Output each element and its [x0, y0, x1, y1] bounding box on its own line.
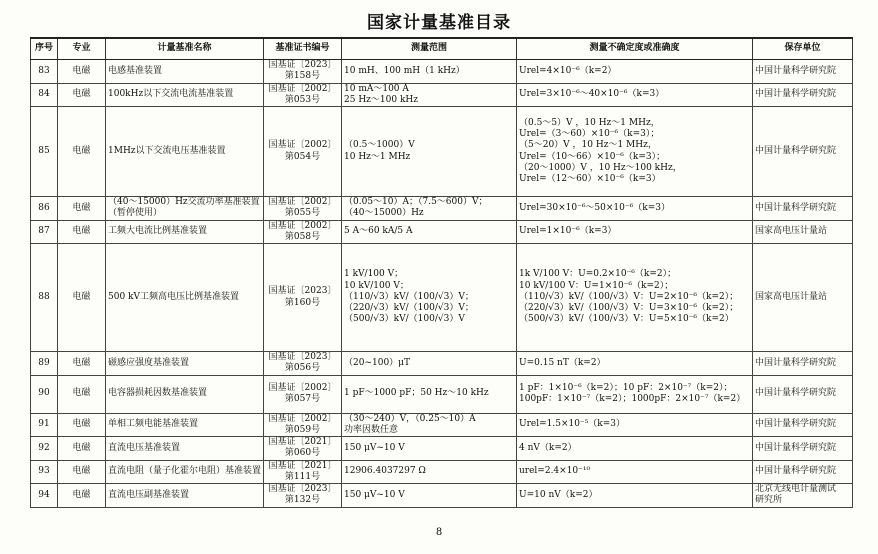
cell-uncertainty-line: Urel=1.5×10⁻⁵（k=3） — [519, 419, 626, 430]
table-row — [31, 83, 853, 107]
cell-name — [106, 60, 264, 84]
cell-field: 电磁 — [58, 375, 106, 413]
cell-unit-line: 中国计量科学研究院 — [755, 89, 837, 100]
cell-name — [106, 352, 264, 376]
cell-cert-line: 国基证〔2002〕 — [268, 413, 337, 424]
cell-unit-line: 中国计量科学研究院 — [755, 442, 837, 453]
cell-cert-line: 第132号 — [284, 495, 321, 506]
cell-field: 电磁 — [58, 460, 106, 484]
cell-no: 93 — [31, 460, 58, 484]
table-row — [31, 220, 853, 244]
cell-range-line: （0.05～10）A；（7.5～600）V； — [344, 197, 488, 207]
header-uncertainty: 测量不确定度或准确度 — [517, 38, 753, 60]
cell-cert-line: 国基证〔2021〕 — [268, 460, 337, 471]
cell-range — [342, 375, 517, 413]
cell-field: 电磁 — [58, 197, 106, 221]
cell-unit-line: 中国计量科学研究院 — [755, 419, 837, 430]
cell-cert-line: 国基证〔2021〕 — [268, 437, 337, 447]
cell-unit — [753, 220, 853, 244]
cell-cert-line: 国基证〔2023〕 — [268, 484, 337, 494]
header-range: 测量范围 — [342, 38, 517, 60]
cell-cert — [264, 60, 342, 84]
cell-name — [106, 375, 264, 413]
cell-unit-line: 中国计量科学研究院 — [755, 466, 837, 477]
cell-unit-line: 中国计量科学研究院 — [755, 357, 837, 368]
cell-no: 88 — [31, 244, 58, 352]
cell-cert-line: 第160号 — [284, 297, 321, 308]
cell-uncertainty-line: 1 pF：1×10⁻⁶（k=2）；10 pF：2×10⁻⁷（k=2）； — [519, 382, 733, 393]
cell-uncertainty-line: 1k V/100 V：U=0.2×10⁻⁶（k=2）； — [519, 269, 677, 280]
cell-range — [342, 413, 517, 437]
cell-field: 电磁 — [58, 437, 106, 461]
cell-field: 电磁 — [58, 107, 106, 197]
cell-name — [106, 460, 264, 484]
cell-uncertainty — [517, 413, 753, 437]
cell-uncertainty-line: Urel=（12～60）×10⁻⁶（k=3） — [519, 174, 661, 184]
cell-range — [342, 60, 517, 84]
table-row — [31, 460, 853, 484]
cell-range-line: 1 pF～1000 pF；50 Hz～10 kHz — [344, 388, 489, 399]
table-row — [31, 352, 853, 376]
cell-range — [342, 484, 517, 508]
cell-cert — [264, 352, 342, 376]
cell-name-line: 直流电压基准装置 — [108, 442, 181, 453]
cell-name-line: 500 kV工频高电压比例基准装置 — [108, 291, 239, 302]
cell-cert-line: 国基证〔2023〕 — [268, 352, 337, 362]
cell-uncertainty — [517, 107, 753, 197]
cell-field: 电磁 — [58, 413, 106, 437]
cell-range-line: 12906.4037297 Ω — [344, 466, 426, 477]
page-title: 国家计量基准目录 — [367, 13, 511, 33]
cell-uncertainty-line: （500/√3）kV/（100/√3）V：U=5×10⁻⁶（k=2） — [519, 314, 734, 325]
cell-uncertainty-line: （220/√3）kV/（100/√3）V：U=3×10⁻⁶（k=2）； — [519, 303, 739, 314]
cell-uncertainty-line: 4 nV（k=2） — [519, 442, 577, 453]
cell-cert-line: 国基证〔2023〕 — [268, 60, 337, 70]
cell-range-line: 10 mH、100 mH（1 kHz） — [344, 65, 465, 76]
cell-name-line: 直流电压副基准装置 — [108, 489, 190, 500]
cell-cert-line: 国基证〔2002〕 — [268, 197, 337, 207]
cell-uncertainty — [517, 220, 753, 244]
cell-range — [342, 83, 517, 107]
table-row — [31, 375, 853, 413]
cell-cert — [264, 437, 342, 461]
cell-cert-line: 第055号 — [284, 208, 321, 219]
cell-field: 电磁 — [58, 83, 106, 107]
cell-uncertainty — [517, 197, 753, 221]
table-row — [31, 484, 853, 508]
cell-name-line: 电感基准装置 — [108, 65, 163, 76]
cell-unit — [753, 484, 853, 508]
table-row — [31, 413, 853, 437]
cell-cert-line: 第111号 — [284, 471, 321, 482]
table-row — [31, 244, 853, 352]
header-no: 序号 — [31, 38, 58, 60]
cell-range-line: （500/√3）kV/（100/√3）V — [344, 314, 465, 325]
cell-uncertainty — [517, 437, 753, 461]
cell-no: 84 — [31, 83, 58, 107]
cell-name — [106, 197, 264, 221]
cell-range — [342, 460, 517, 484]
cell-field: 电磁 — [58, 60, 106, 84]
cell-range-line: 150 μV~10 V — [344, 489, 405, 500]
cell-cert — [264, 460, 342, 484]
header-row — [31, 38, 853, 60]
page-number: 8 — [435, 527, 443, 538]
cell-cert-line: 国基证〔2002〕 — [268, 140, 337, 151]
cell-cert — [264, 83, 342, 107]
cell-range-line: 150 μV~10 V — [344, 442, 405, 453]
table-row — [31, 107, 853, 197]
cell-unit-line: 研究所 — [755, 495, 783, 506]
cell-cert — [264, 375, 342, 413]
standards-table — [30, 37, 853, 508]
cell-range-line: （220/√3）kV/（100/√3）V； — [344, 303, 474, 314]
cell-cert — [264, 484, 342, 508]
cell-cert — [264, 244, 342, 352]
cell-name — [106, 220, 264, 244]
cell-uncertainty — [517, 244, 753, 352]
cell-uncertainty-line: U=10 nV（k=2） — [519, 489, 598, 500]
cell-uncertainty-line: Urel=3×10⁻⁶～40×10⁻⁶（k=3） — [519, 89, 665, 100]
cell-uncertainty — [517, 375, 753, 413]
cell-unit-line: 国家高电压计量站 — [755, 226, 828, 237]
cell-name-line: 直流电阻（量子化霍尔电阻）基准装置 — [108, 466, 262, 477]
cell-cert — [264, 413, 342, 437]
cell-cert-line: 第056号 — [284, 363, 321, 374]
cell-range-line: （20~100）μT — [344, 357, 411, 368]
cell-name — [106, 413, 264, 437]
cell-uncertainty-line: Urel=1×10⁻⁶（k=3） — [519, 226, 617, 237]
cell-unit — [753, 60, 853, 84]
cell-no: 86 — [31, 197, 58, 221]
cell-uncertainty — [517, 83, 753, 107]
cell-range-line: （0.5～1000）V — [344, 140, 415, 151]
cell-cert-line: 第054号 — [284, 151, 321, 162]
header-field: 专业 — [58, 38, 106, 60]
cell-name-line: 100kHz以下交流电流基准装置 — [108, 89, 234, 100]
cell-cert-line: 第060号 — [284, 448, 321, 459]
cell-uncertainty — [517, 484, 753, 508]
cell-range-line: 10 kV/100 V； — [344, 280, 409, 291]
cell-unit — [753, 107, 853, 197]
cell-range-line: （30～240）V，（0.25～10）A — [344, 413, 476, 424]
cell-uncertainty — [517, 460, 753, 484]
cell-unit-line: 中国计量科学研究院 — [755, 145, 837, 156]
cell-no: 87 — [31, 220, 58, 244]
cell-name-line: 单相工频电能基准装置 — [108, 419, 199, 430]
cell-no: 91 — [31, 413, 58, 437]
cell-uncertainty-line: Urel=（3～60）×10⁻⁶（k=3）； — [519, 129, 660, 139]
cell-no: 85 — [31, 107, 58, 197]
cell-name-line: 1MHz以下交流电压基准装置 — [108, 145, 226, 156]
cell-unit — [753, 244, 853, 352]
cell-uncertainty-line: （110/√3）kV/（100/√3）V：U=2×10⁻⁶（k=2）； — [519, 291, 739, 302]
cell-cert — [264, 197, 342, 221]
cell-range-line: 10 Hz～1 MHz — [344, 151, 411, 162]
cell-range-line: （40～15000）Hz — [344, 208, 424, 219]
cell-name — [106, 437, 264, 461]
cell-field: 电磁 — [58, 244, 106, 352]
cell-uncertainty-line: Urel=（10～66）×10⁻⁶（k=3）； — [519, 151, 666, 162]
cell-no: 94 — [31, 484, 58, 508]
cell-name-line: （40～15000）Hz交流功率基准装置（暂停使用） — [108, 197, 260, 219]
header-name: 计量基准名称 — [106, 38, 264, 60]
cell-name-line: 磁感应强度基准装置 — [108, 357, 190, 368]
cell-unit — [753, 437, 853, 461]
header-unit: 保存单位 — [753, 38, 853, 60]
cell-no: 89 — [31, 352, 58, 376]
cell-cert-line: 国基证〔2023〕 — [268, 286, 337, 297]
cell-cert-line: 第053号 — [284, 94, 321, 105]
cell-name — [106, 83, 264, 107]
cell-range-line: 5 A～60 kA/5 A — [344, 226, 413, 237]
cell-range — [342, 437, 517, 461]
table-row — [31, 437, 853, 461]
cell-cert — [264, 107, 342, 197]
cell-name — [106, 484, 264, 508]
cell-unit — [753, 352, 853, 376]
cell-no: 92 — [31, 437, 58, 461]
cell-uncertainty-line: 10 kV/100 V：U=1×10⁻⁶（k=2）； — [519, 280, 674, 291]
cell-unit — [753, 413, 853, 437]
cell-uncertainty-line: 100pF：1×10⁻⁷（k=2）；1000pF：2×10⁻⁷（k=2） — [519, 394, 746, 404]
cell-unit-line: 国家高电压计量站 — [755, 291, 828, 302]
cell-name-line: 电容器损耗因数基准装置 — [108, 388, 208, 399]
cell-range-line: 功率因数任意 — [344, 424, 399, 435]
header-cert: 基准证书编号 — [264, 38, 342, 60]
cell-uncertainty-line: （20～1000）V ，10 Hz～100 kHz， — [519, 162, 682, 173]
cell-unit — [753, 375, 853, 413]
cell-uncertainty-line: Urel=4×10⁻⁶（k=2） — [519, 65, 617, 76]
cell-range-line: 10 mA～100 A — [344, 83, 409, 94]
cell-uncertainty-line: （0.5～5）V ，10 Hz～1 MHz， — [519, 117, 660, 128]
cell-cert — [264, 220, 342, 244]
cell-name — [106, 244, 264, 352]
cell-unit-line: 中国计量科学研究院 — [755, 202, 837, 213]
cell-cert-line: 国基证〔2002〕 — [268, 382, 337, 393]
cell-cert-line: 国基证〔2002〕 — [268, 83, 337, 94]
cell-field: 电磁 — [58, 352, 106, 376]
cell-uncertainty-line: urel=2.4×10⁻¹⁰ — [519, 466, 591, 477]
cell-range — [342, 352, 517, 376]
cell-range — [342, 244, 517, 352]
cell-unit — [753, 460, 853, 484]
cell-field: 电磁 — [58, 484, 106, 508]
cell-range — [342, 220, 517, 244]
cell-field: 电磁 — [58, 220, 106, 244]
cell-cert-line: 第158号 — [284, 71, 321, 82]
cell-range-line: 25 Hz～100 kHz — [344, 94, 418, 105]
cell-unit — [753, 83, 853, 107]
cell-name — [106, 107, 264, 197]
cell-unit — [753, 197, 853, 221]
cell-uncertainty-line: U=0.15 nT（k=2） — [519, 357, 606, 368]
cell-range — [342, 197, 517, 221]
cell-uncertainty — [517, 60, 753, 84]
table-row — [31, 60, 853, 84]
cell-cert-line: 第057号 — [284, 394, 321, 404]
cell-unit-line: 北京无线电计量测试 — [755, 484, 837, 494]
cell-uncertainty-line: （5～20）V ，10 Hz～1 MHz， — [519, 140, 657, 151]
cell-range-line: （110/√3）kV/（100/√3）V； — [344, 291, 474, 302]
table-row — [31, 197, 853, 221]
cell-cert-line: 第059号 — [284, 424, 321, 435]
cell-name-line: 工频大电流比例基准装置 — [108, 226, 208, 237]
cell-uncertainty — [517, 352, 753, 376]
cell-no: 90 — [31, 375, 58, 413]
cell-cert-line: 第058号 — [284, 231, 321, 242]
cell-range — [342, 107, 517, 197]
cell-no: 83 — [31, 60, 58, 84]
cell-cert-line: 国基证〔2002〕 — [268, 220, 337, 231]
cell-unit-line: 中国计量科学研究院 — [755, 388, 837, 399]
cell-uncertainty-line: Urel=30×10⁻⁶～50×10⁻⁶（k=3） — [519, 202, 670, 213]
cell-unit-line: 中国计量科学研究院 — [755, 65, 837, 76]
cell-range-line: 1 kV/100 V； — [344, 269, 404, 280]
